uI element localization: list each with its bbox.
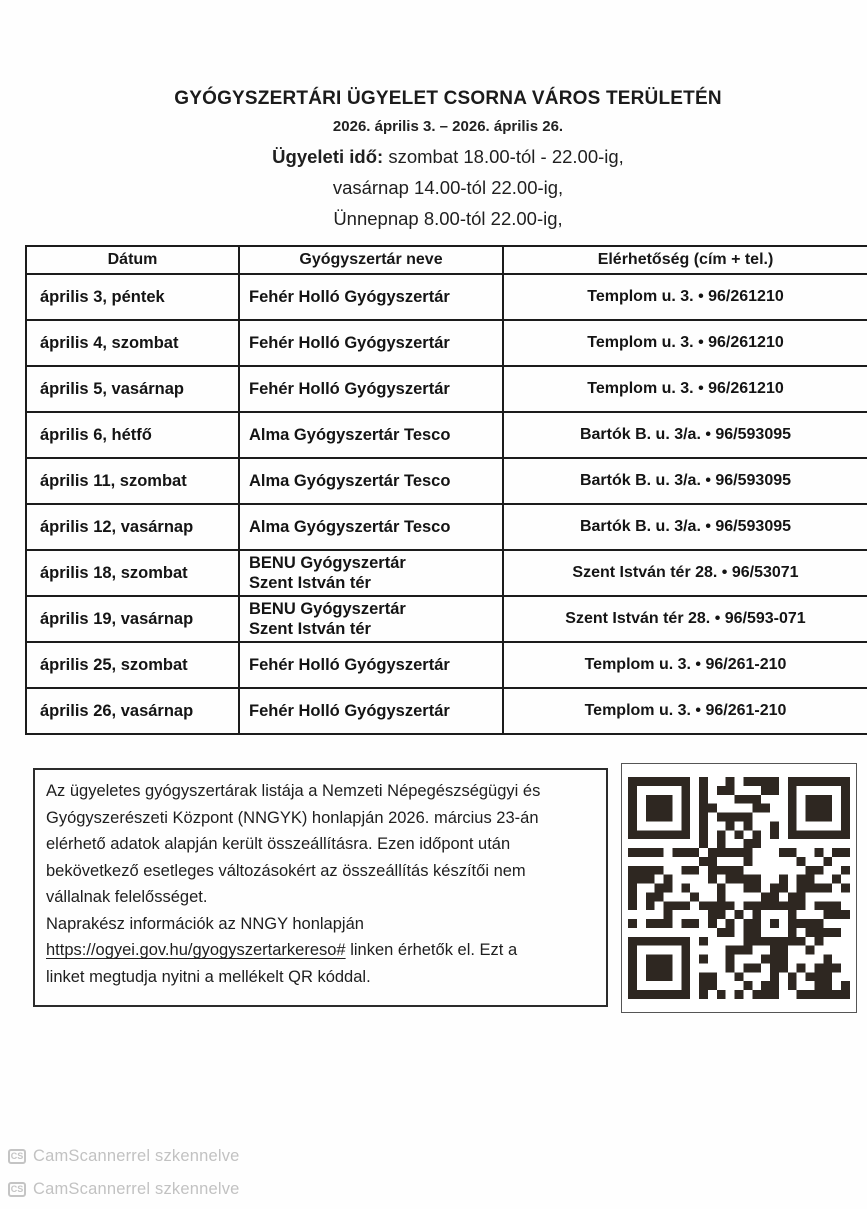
cell-contact: Szent István tér 28. • 96/53071 [503, 550, 867, 596]
cell-contact: Templom u. 3. • 96/261-210 [503, 688, 867, 734]
pharmacy-name-line: Alma Gyógyszertár Tesco [249, 518, 451, 536]
pharmacy-name-line: Szent István tér [249, 620, 371, 638]
pharmacy-name-line: Fehér Holló Gyógyszertár [249, 288, 450, 306]
camscanner-watermark [8, 1176, 240, 1202]
duty-hours-line-1 [48, 146, 848, 168]
cell-date: április 12, vasárnap [26, 504, 239, 550]
cell-date: április 5, vasárnap [26, 366, 239, 412]
duty-hours-saturday: szombat 18.00-tól - 22.00-ig, [388, 146, 624, 167]
cell-pharmacy-name [239, 412, 503, 458]
cell-contact: Bartók B. u. 3/a. • 96/593095 [503, 458, 867, 504]
duty-hours-label: Ügyeleti idő: [272, 146, 384, 167]
duty-hours-line-2: vasárnap 14.00-tól 22.00-ig, [332, 177, 564, 198]
pharmacy-name-line: Fehér Holló Gyógyszertár [249, 334, 450, 352]
pharmacy-name-line: BENU Gyógyszertár [249, 554, 406, 572]
table-row [26, 504, 867, 550]
cell-date: április 18, szombat [26, 550, 239, 596]
disclaimer-line: bekövetkező esetleges változásokért az összeállítás készítői nem [46, 861, 526, 880]
cell-pharmacy-name [239, 366, 503, 412]
pharmacy-name-line: Fehér Holló Gyógyszertár [249, 702, 450, 720]
disclaimer-line: vállalnak felelősséget. [46, 888, 208, 906]
cell-contact: Szent István tér 28. • 96/593-071 [503, 596, 867, 642]
page-title: GYÓGYSZERTÁRI ÜGYELET CSORNA VÁROS TERÜLETÉN [174, 88, 722, 109]
pharmacy-name-line: Alma Gyógyszertár Tesco [249, 426, 451, 444]
camscanner-icon: CS [8, 1149, 26, 1164]
camscanner-watermark [8, 1143, 240, 1169]
table-row [26, 366, 867, 412]
table-row [26, 274, 867, 320]
disclaimer-line [46, 937, 595, 964]
camscanner-icon: CS [8, 1182, 26, 1197]
cell-date: április 3, péntek [26, 274, 239, 320]
cell-contact: Templom u. 3. • 96/261210 [503, 274, 867, 320]
cell-pharmacy-name [239, 504, 503, 550]
column-header-pharmacy: Gyógyszertár neve [239, 246, 503, 274]
disclaimer-line: linket megtudja nyitni a mellékelt QR kóddal. [46, 967, 371, 986]
cell-pharmacy-name [239, 596, 503, 642]
camscanner-footer [8, 1143, 240, 1209]
cell-date: április 6, hétfő [26, 412, 239, 458]
disclaimer-box [33, 768, 608, 1007]
qr-code-frame [621, 763, 857, 1013]
duty-hours-line-3: Ünnepnap 8.00-tól 22.00-ig, [333, 208, 563, 229]
qr-code [628, 777, 850, 999]
disclaimer-line: elérhető adatok alapján került összeállításra. Ezen időpont után [46, 835, 511, 853]
table-row [26, 642, 867, 688]
cell-contact: Bartók B. u. 3/a. • 96/593095 [503, 504, 867, 550]
cell-pharmacy-name [239, 320, 503, 366]
cell-date: április 4, szombat [26, 320, 239, 366]
cell-pharmacy-name [239, 688, 503, 734]
pharmacy-schedule-table [25, 245, 867, 735]
cell-pharmacy-name [239, 458, 503, 504]
pharmacy-name-line: Fehér Holló Gyógyszertár [249, 656, 450, 674]
cell-pharmacy-name [239, 642, 503, 688]
cell-contact: Bartók B. u. 3/a. • 96/593095 [503, 412, 867, 458]
table-row [26, 596, 867, 642]
table-row [26, 550, 867, 596]
cell-date: április 19, vasárnap [26, 596, 239, 642]
cell-contact: Templom u. 3. • 96/261210 [503, 320, 867, 366]
table-row [26, 412, 867, 458]
disclaimer-line: Naprakész információk az NNGY honlapján [46, 914, 364, 933]
disclaimer-line: Gyógyszerészeti Központ (NNGYK) honlapján 2026. március 23-án [46, 808, 539, 827]
column-header-contact: Elérhetőség (cím + tel.) [503, 246, 867, 274]
document-header [48, 88, 848, 230]
column-header-date: Dátum [26, 246, 239, 274]
cell-date: április 25, szombat [26, 642, 239, 688]
cell-contact: Templom u. 3. • 96/261210 [503, 366, 867, 412]
pharmacy-name-line: Fehér Holló Gyógyszertár [249, 380, 450, 398]
pharmacy-name-line: Szent István tér [249, 574, 371, 592]
disclaimer-line: Az ügyeletes gyógyszertárak listája a Nemzeti Népegészségügyi és [46, 782, 541, 800]
pharmacy-search-link[interactable]: https://ogyei.gov.hu/gyogyszertarkereso# [46, 941, 346, 959]
cell-pharmacy-name [239, 550, 503, 596]
camscanner-label: CamScannerrel szkennelve [33, 1146, 240, 1165]
camscanner-label: CamScannerrel szkennelve [33, 1179, 240, 1198]
cell-date: április 26, vasárnap [26, 688, 239, 734]
table-row [26, 458, 867, 504]
cell-contact: Templom u. 3. • 96/261-210 [503, 642, 867, 688]
disclaimer-text: linken érhetők el. Ezt a [345, 941, 518, 959]
date-range: 2026. április 3. – 2026. április 26. [332, 118, 564, 135]
pharmacy-name-line: BENU Gyógyszertár [249, 600, 406, 618]
cell-date: április 11, szombat [26, 458, 239, 504]
table-row [26, 688, 867, 734]
table-row [26, 320, 867, 366]
pharmacy-name-line: Alma Gyógyszertár Tesco [249, 472, 451, 490]
cell-pharmacy-name [239, 274, 503, 320]
table-header-row [26, 246, 867, 274]
